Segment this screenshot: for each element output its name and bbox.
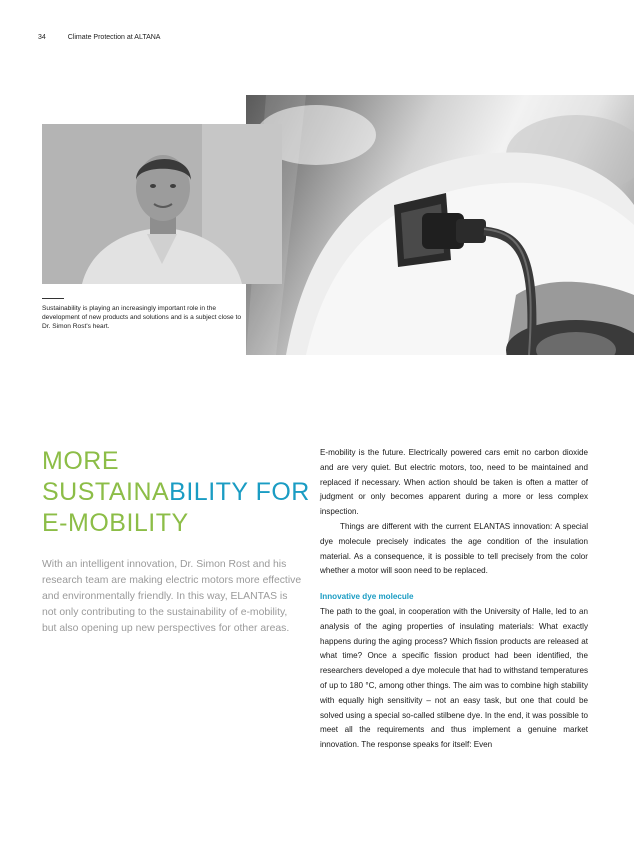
headline-line-3: E-MOBILITY [42,509,189,537]
body-subheading: Innovative dye molecule [320,592,414,602]
electric-car-charging-photo [246,95,634,355]
caption-rule [42,298,64,299]
page-header [38,34,160,41]
photo-caption: Sustainability is playing an increasingly important role in the development of new products and solutions and is a subject close to Dr. Simon Rost's heart. [42,305,242,331]
body-paragraph-2: Things are different with the current ELANTAS innovation: A special dye molecule precisely indicates the age condition of the insulation material. As a consequence, it is possible to tell precisely from the color whether a motor will soon need to be replaced. [320,521,588,576]
headline-line-1: MORE [42,447,119,475]
headline-line-2b: BILITY FOR [169,478,310,506]
running-title: Climate Protection at ALTANA [67,34,161,41]
body-paragraph-3: The path to the goal, in cooperation with the University of Halle, led to an analysis of the aging properties of insulating materials: What exactly happens during the aging process? Which fission products are released at what time? Once a specific fission product had been identified, the researchers developed a dye molecule that had to withstand temperatures of up to 180 °C, among other things. The aim was to combine high stability with equally high sensitivity – not an easy task, but one that could be solved using a special so-called stilbene dye. In the end, it was possible to meet all the requirements and thus implement a genuine market innovation. The response speaks for itself: Even [320,606,588,750]
page-number: 34 [38,34,46,41]
headline-line-2a: SUSTAINA [42,478,170,506]
body-text-column [320,446,588,753]
intro-paragraph: With an intelligent innovation, Dr. Simon Rost and his research team are making electric motors more effective and environmentally friendly. In this way, ELANTAS is not only contributing to the sustainability of e-mobility, but also opening up new perspectives for other areas. [42,559,302,635]
portrait-photo-dr-simon-rost [42,124,282,284]
body-paragraph-1: E-mobility is the future. Electrically powered cars emit no carbon dioxide and are very quiet. But electric motors, too, need to be maintained and replaced if necessary. When action should be taken is often a matter of judgment or only becomes apparent during a more or less complex inspection. [320,448,588,517]
article-headline [42,446,310,539]
